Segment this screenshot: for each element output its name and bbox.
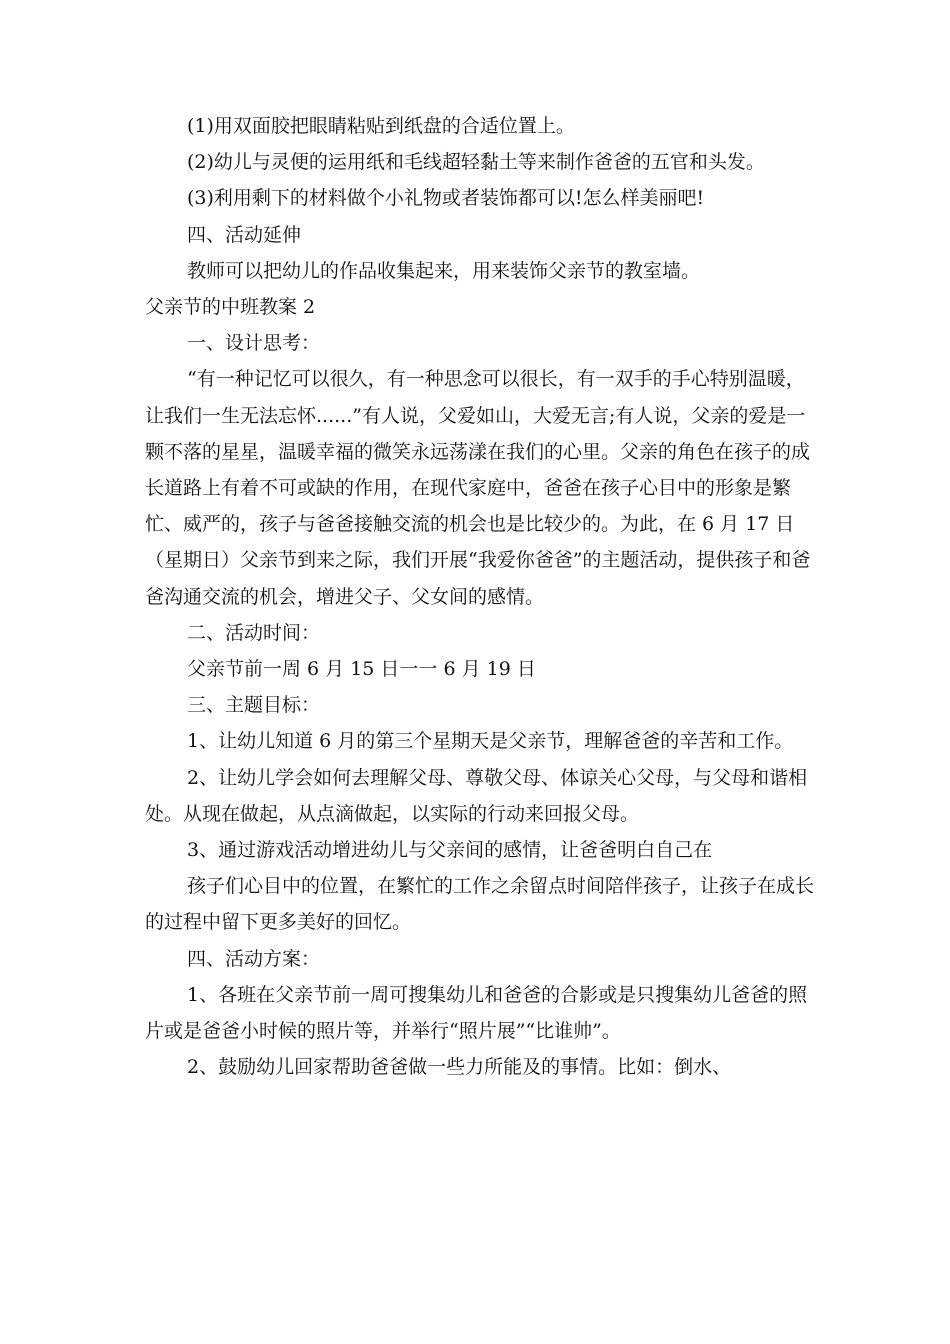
paragraph-plan-1: 1、各班在父亲节前一周可搜集幼儿和爸爸的合影或是只搜集幼儿爸爸的照片或是爸爸小时候的照片等，并举行“照片展”“比谁帅”。 (145, 983, 808, 1043)
paragraph-plan-2: 2、鼓励幼儿回家帮助爸爸做一些力所能及的事情。比如：倒水、 (187, 1056, 732, 1079)
paragraph-step-1: (1)用双面胶把眼睛粘贴到纸盘的合适位置上。 (187, 115, 575, 137)
section-heading-goals: 三、主题目标： (187, 694, 321, 717)
paragraph-step-3: (3)利用剩下的材料做个小礼物或者装饰都可以!怎么样美丽吧! (187, 187, 705, 210)
document-body (145, 108, 815, 1085)
paragraph-goal-3-continued: 孩子们心目中的位置，在繁忙的工作之余留点时间陪伴孩子，让孩子在成长的过程中留下更多美好的回忆。 (145, 875, 815, 934)
section-heading-extension: 四、活动延伸 (187, 223, 302, 246)
paragraph-design: “有一种记忆可以很久，有一种思念可以很长，有一双手的手心特别温暖，让我们一生无法忘怀......”有人说，父爱如山，大爱无言;有人说，父亲的爱是一颗不落的星星，温暖幸福的微笑永远荡漾在我们的心里。父亲的角色在孩子的成长道路上有着不可或缺的作用，在现代家庭中，爸爸在孩子心目中的形象是繁忙、威严的，孩子与爸爸接触交流的机会也是比较少的。为此，在 6 月 17 日（星期日）父亲节到来之际，我们开展“我爱你爸爸”的主题活动，提供孩子和爸爸沟通交流的机会，增进父子、父女间的感情。 (145, 368, 811, 608)
document-title-2: 父亲节的中班教案 2 (145, 296, 316, 319)
paragraph-time: 父亲节前一周 6 月 15 日一一 6 月 19 日 (187, 658, 536, 681)
paragraph-goal-2: 2、让幼儿学会如何去理解父母、尊敬父母、体谅关心父母，与父母和谐相处。从现在做起，从点滴做起，以实际的行动来回报父母。 (145, 766, 808, 825)
paragraph-goal-1: 1、让幼儿知道 6 月的第三个星期天是父亲节，理解爸爸的辛苦和工作。 (187, 730, 794, 753)
paragraph-step-2: (2)幼儿与灵便的运用纸和毛线超轻黏土等来制作爸爸的五官和头发。 (187, 151, 765, 174)
paragraph-goal-3: 3、通过游戏活动增进幼儿与父亲间的感情，让爸爸明白自己在 (187, 839, 713, 862)
section-heading-time: 二、活动时间： (187, 621, 321, 644)
paragraph-extension: 教师可以把幼儿的作品收集起来，用来装饰父亲节的教室墙。 (187, 259, 701, 282)
section-heading-plan: 四、活动方案： (187, 947, 321, 970)
section-heading-design: 一、设计思考： (187, 332, 321, 355)
